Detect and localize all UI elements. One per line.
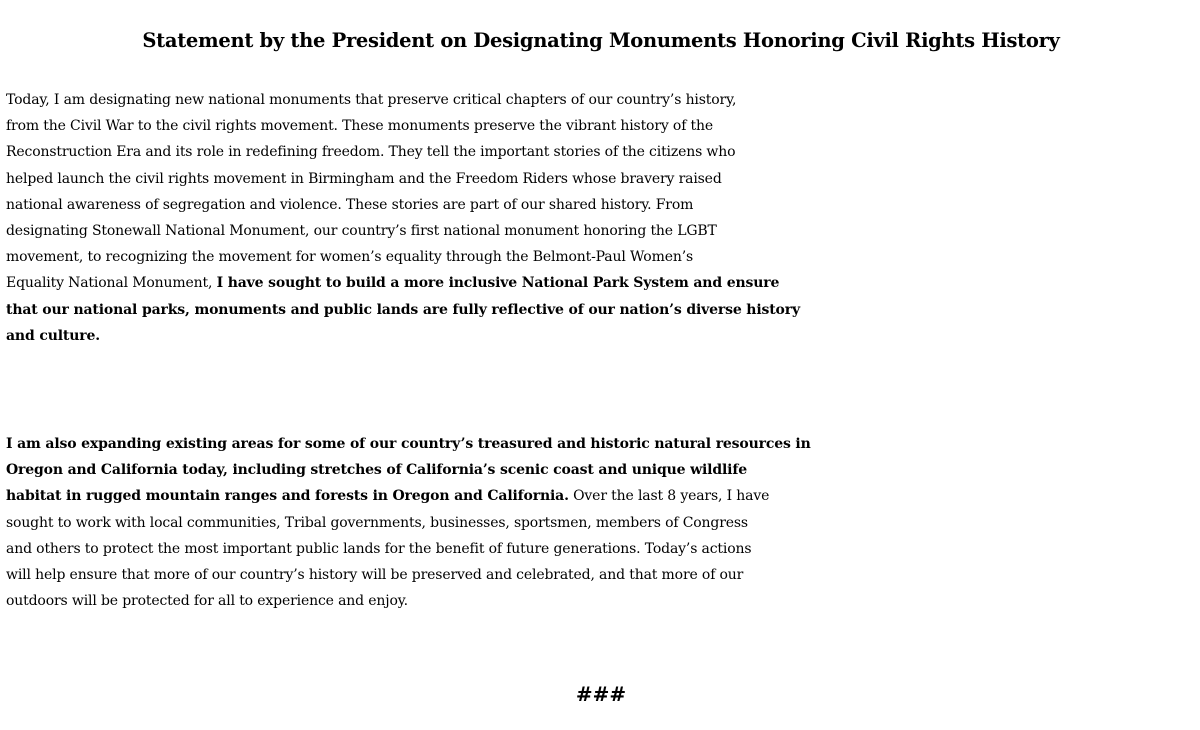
bold-text-segment: I have sought to build a more inclusive National Park System and ensure — [216, 275, 780, 292]
statement-document — [6, 0, 1196, 730]
bold-text-segment: habitat in rugged mountain ranges and forests in Oregon and California. — [6, 488, 569, 505]
end-mark: ### — [575, 682, 627, 706]
text-line: helped launch the civil rights movement in Birmingham and the Freedom Riders whose bravery raised — [6, 170, 722, 187]
text-line-mixed — [6, 483, 1196, 509]
text-line: movement, to recognizing the movement for women’s equality through the Belmont-Paul Women’s — [6, 249, 694, 266]
text-line: outdoors will be protected for all to experience and enjoy. — [6, 593, 408, 610]
page-title: Statement by the President on Designating Monuments Honoring Civil Rights History — [142, 29, 1060, 52]
text-line-mixed — [6, 270, 1196, 296]
text-line: Reconstruction Era and its role in redefining freedom. They tell the important stories of the citizens who — [6, 144, 736, 161]
text-segment: Over the last 8 years, I have — [568, 488, 770, 505]
paragraph-designations — [6, 87, 1196, 349]
paragraph-expansions — [6, 431, 1196, 614]
text-line: sought to work with local communities, Tribal governments, businesses, sportsmen, members of Congress — [6, 514, 748, 531]
text-segment: Equality National Monument, — [6, 275, 217, 292]
text-line: and others to protect the most important public lands for the benefit of future generations. Today’s actions — [6, 540, 752, 557]
bold-text-line: I am also expanding existing areas for some of our country’s treasured and historic natural resources in — [6, 436, 811, 452]
bold-text-line: that our national parks, monuments and public lands are fully reflective of our nation’s diverse history — [6, 301, 800, 318]
text-line: Today, I am designating new national monuments that preserve critical chapters of our country’s history, — [6, 92, 737, 108]
text-line: will help ensure that more of our country’s history will be preserved and celebrated, and that more of our — [6, 567, 744, 584]
bold-text-line: and culture. — [6, 327, 100, 344]
text-line: national awareness of segregation and violence. These stories are part of our shared history. From — [6, 196, 694, 213]
bold-text-line: Oregon and California today, including stretches of California’s scenic coast and unique wildlife — [6, 462, 747, 479]
text-line: from the Civil War to the civil rights movement. These monuments preserve the vibrant history of the — [6, 118, 714, 135]
text-line: designating Stonewall National Monument, our country’s first national monument honoring the LGBT — [6, 223, 717, 240]
